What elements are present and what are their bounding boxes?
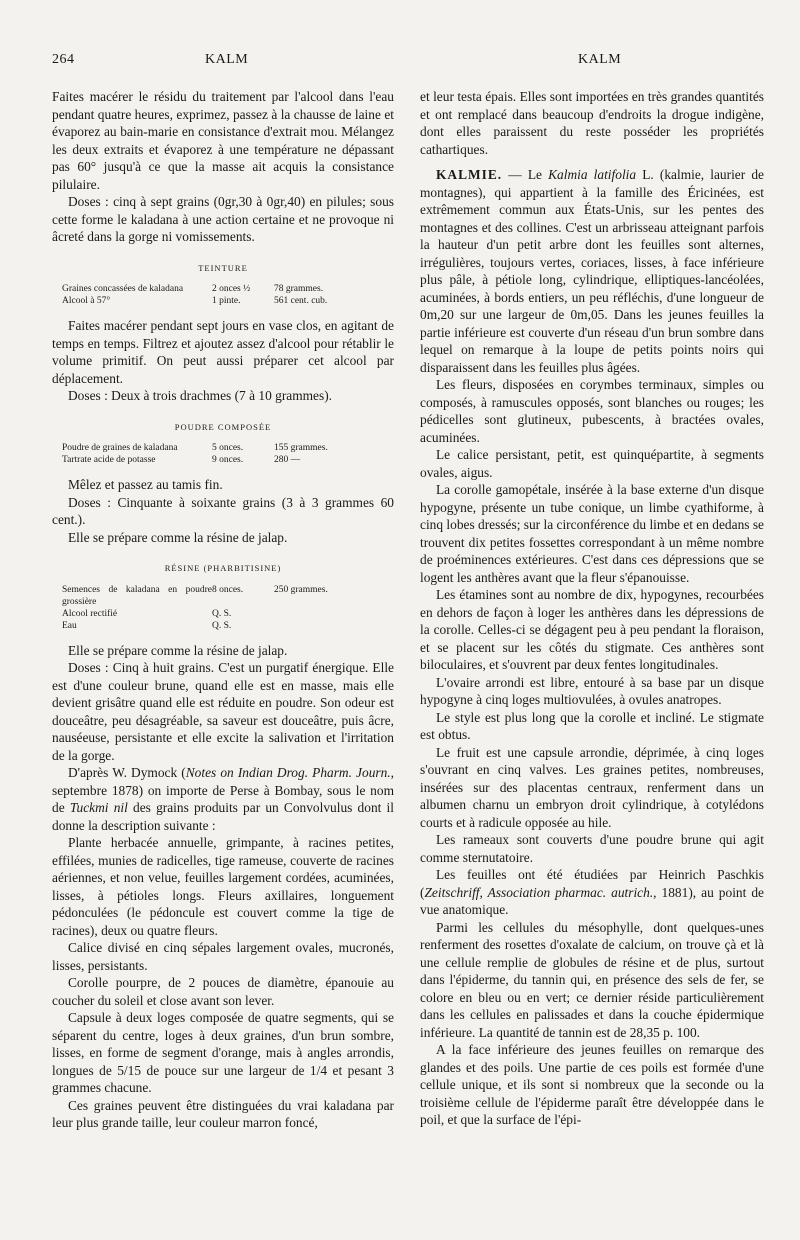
ingredient-name: Eau <box>62 620 77 631</box>
paragraph: Les étamines sont au nombre de dix, hypogynes, recourbées en dehors de façon à loger les anthères dans les dépressions de la corolle. Celles-ci se dégagent peu à peu pendant la floraison, et se placent sur les côtés du stigmate. Ces anthères sont biloculaires, et s'ouvrent par deux fentes longitudinales. <box>420 587 764 672</box>
ingredient-quantity: Q. S. <box>212 608 232 619</box>
ingredient-name: Semences de kaladana en poudre grossière <box>62 584 212 607</box>
text-run: , 1881), au point de vue anatomique. <box>420 884 764 917</box>
paragraph: Faites macérer le résidu du traitement par l'alcool dans l'eau pendant quatre heures, exprimez, passez à la chausse de laine et évaporez au bain-marie en consistance d'extrait mou. Mélangez les deux extraits et évaporez à une température ne dépassant pas 60° jusqu'à ce que la masse ait acquis la consistance pilulaire. <box>52 89 394 192</box>
ingredient-name: Alcool à 57° <box>62 296 111 306</box>
ingredient-metric: 561 cent. cub. <box>274 296 328 306</box>
running-head-left: KALM <box>205 52 249 67</box>
ingredient-quantity: 9 onces. <box>212 455 244 465</box>
recipe-row <box>62 295 362 307</box>
paragraph: et leur testa épais. Elles sont importées en très grandes quantités et ont remplacé dans beaucoup d'endroits la drogue indigène, dont elles paraissent du reste posséder les propriétés cathartiques. <box>420 89 764 157</box>
paragraph: Calice divisé en cinq sépales largement ovales, mucronés, lisses, persistants. <box>52 940 394 973</box>
paragraph: Les fleurs, disposées en corymbes terminaux, simples ou composés, à ramuscules opposés, sont blanches ou rouges; les pédicelles sont glutineux, pubescents, à bractées ovales, acuminées. <box>420 377 764 445</box>
ingredient-metric: 250 grammes. <box>274 584 328 595</box>
page-number: 264 <box>52 52 75 67</box>
recipe-row <box>62 620 362 632</box>
left-column <box>52 88 394 1132</box>
paragraph: Doses : cinq à sept grains (0gr,30 à 0gr,40) en pilules; sous cette forme le kaladana à une action certaine et ne provoque ni âcreté dans la gorge ni vomissements. <box>52 194 394 244</box>
recipe-table-poudre <box>62 442 362 466</box>
ingredient-quantity: 5 onces. <box>212 443 244 453</box>
paragraph: Parmi les cellules du mésophylle, dont quelques-unes renferment des rosettes d'oxalate de calcium, on trouve çà et là une cellule remplie de globules de résine et de plus, surtout dans l'épiderme, du tannin qui, en présence des sels de fer, se colore en bleu ou en vert; ce dernier réside particulièrement dans les cellules en palissades et dans la couche épidermique inférieure. La quantité de tannin est de 28,35 p. 100. <box>420 919 764 1040</box>
text-run: Les feuilles ont été étudiées par Heinrich Paschkis ( <box>420 867 764 900</box>
paragraph: Doses : Deux à trois drachmes (7 à 10 grammes). <box>68 388 333 403</box>
paragraph: Elle se prépare comme la résine de jalap. <box>68 529 288 545</box>
paragraph: Ces graines peuvent être distinguées du vrai kaladana par leur plus grande taille, leur couleur marron foncé, <box>52 1097 394 1130</box>
text-run: des grains produits par un Convolvulus dont il donne la description suivante : <box>52 800 394 833</box>
paragraph: Doses : Cinq à huit grains. C'est un purgatif énergique. Elle est d'une couleur brune, quand elle est en masse, mais elle devient grisâtre quand elle est réduite en poudre. Son odeur est douceâtre, peu désagréable, sa saveur est douceâtre, puis âcre, nauséeuse, persistante et elle excite la salivation et l'irritation de la gorge. <box>52 660 394 763</box>
paragraph: Le fruit est une capsule arrondie, déprimée, à cinq loges s'ouvrant en cinq valves. Les graines petites, nombreuses, insérées sur des placentas centraux, renferment dans un albumen charnu un embryon droit cylindrique, à cotylédons courts et à radicule opposée au hile. <box>420 744 764 830</box>
recipe-row <box>62 442 362 454</box>
text-run: D'après W. Dymock ( <box>68 765 186 780</box>
citation: Zeitschriff, Association pharmac. autrich. <box>424 884 654 900</box>
ingredient-metric <box>274 620 362 632</box>
entry-headword: KALMIE. <box>436 167 503 182</box>
text-run: L. (kalmie, laurier de montagnes), qui appartient à la famille des Éricinées, est extrêmement commun aux États-Unis, sur les pentes des montagnes et des collines. C'est un arbrisseau atteignant parfois la hauteur d'un petit arbre dont les feuilles sont alternes, irrégulières, toujours vertes, coriaces, lisses, à face inférieure plus pâle, à pétiole long, cylindrique, elliptiques-lancéolées, acuminées, à bords entiers, un peu réfléchis, d'une longueur de 0m,20 sur une largeur de 0m,05. Dans les jeunes feuilles la partie inférieure est couverte d'un réseau d'un brun sombre dans lequel on remarque à la loupe de petits points noirs qui disparaissent dans les feuilles plus âgées. <box>420 167 764 375</box>
ingredient-metric <box>274 608 362 620</box>
paragraph <box>420 866 764 919</box>
text-run: — Le <box>502 167 549 182</box>
paragraph <box>52 764 394 834</box>
paragraph: Capsule à deux loges composée de quatre segments, qui se séparent du centre, loges à deux graines, d'un brun sombre, lisses, en forme de segment d'orange, mais à angles arrondis, longues de 5/15 de pouce sur une largeur de 1/4 et pesant 3 grammes chacune. <box>52 1010 394 1095</box>
latin-name: Kalmia latifolia <box>548 167 637 182</box>
paragraph: Le style est plus long que la corolle et incliné. Le stigmate est obtus. <box>420 709 764 742</box>
recipe-table-resine <box>62 584 362 632</box>
paragraph: Elle se prépare comme la résine de jalap. <box>68 642 288 658</box>
paragraph: Mêlez et passez au tamis fin. <box>68 477 223 492</box>
running-head-right: KALM <box>578 52 622 67</box>
recipe-row <box>62 584 362 608</box>
paragraph: Corolle pourpre, de 2 pouces de diamètre, épanouie au coucher du soleil et close avant son lever. <box>52 975 394 1008</box>
paragraph: Le calice persistant, petit, est quinquépartite, à segments ovales, aigus. <box>420 447 764 480</box>
recipe-row <box>62 608 362 620</box>
recipe-row <box>62 283 362 295</box>
ingredient-name: Tartrate acide de potasse <box>62 455 156 465</box>
paragraph: L'ovaire arrondi est libre, entouré à sa base par un disque hypogyne à cinq loges multiovulées, à ovules anatropes. <box>420 674 764 707</box>
section-title-poudre: POUDRE COMPOSÉE <box>174 421 272 432</box>
text-run: , septembre 1878) on importe de Perse à Bombay, sous le nom de <box>52 765 394 815</box>
ingredient-name: Alcool rectifié <box>62 608 118 619</box>
paragraph: A la face inférieure des jeunes feuilles on remarque des glandes et des poils. Une partie de ces poils est formée d'une cellule unique, et ils sont si nombreux que la seconde ou la troisième cellule de l'épiderme paraît être développée dans le poil, et que la surface de l'épi- <box>420 1042 764 1127</box>
section-title-resine: RÉSINE (PHARBITISINE) <box>164 563 282 573</box>
paragraph: La corolle gamopétale, insérée à la base externe d'un disque hypogyne, présente un tube conique, un limbe cyathiforme, à cinq lobes dressés; sur la circonférence du limbe et en dedans se trouvent dix petites fossettes correspondant à un même nombre de proéminences extérieures. C'est dans ces dépressions que se logent les anthères avant que la fleur s'épanouisse. <box>420 482 764 585</box>
ingredient-quantity: 8 onces. <box>212 584 244 595</box>
right-column <box>420 88 764 1129</box>
paragraph-kalmie <box>420 166 764 376</box>
citation: Notes on Indian Drog. Pharm. Journ. <box>185 765 391 780</box>
section-title-teinture: TEINTURE <box>198 262 248 273</box>
ingredient-name: Graines concassées de kaladana <box>62 284 184 294</box>
plant-name: Tuckmi nil <box>69 800 128 815</box>
paragraph: Les rameaux sont couverts d'une poudre brune qui agit comme sternutatoire. <box>420 832 764 865</box>
ingredient-quantity: 2 onces ½ <box>212 284 251 294</box>
paragraph: Faites macérer pendant sept jours en vase clos, en agitant de temps en temps. Filtrez et ajoutez assez d'alcool pour rétablir le volume primitif. On peut aussi préparer cet alcool par déplacement. <box>52 318 394 386</box>
ingredient-metric: 155 grammes. <box>274 443 328 453</box>
ingredient-metric: 78 grammes. <box>274 284 324 294</box>
ingredient-quantity: Q. S. <box>212 620 232 631</box>
paragraph: Plante herbacée annuelle, grimpante, à racines petites, effilées, munies de radicelles, tige rameuse, couverte de racines aériennes, et non velue, feuilles largement cordées, acuminées, lisses, à pétioles longs. Fleurs axillaires, longuement pédonculées (le pédoncule est couvert comme la tige de racines), deux ou quatre fleurs. <box>52 835 394 938</box>
paragraph: Doses : Cinquante à soixante grains (3 à 3 grammes 60 cent.). <box>52 494 394 527</box>
ingredient-metric: 280 — <box>274 455 301 465</box>
recipe-table-teinture <box>62 283 362 307</box>
ingredient-name: Poudre de graines de kaladana <box>62 443 178 453</box>
recipe-row <box>62 454 362 466</box>
ingredient-quantity: 1 pinte. <box>212 296 241 306</box>
